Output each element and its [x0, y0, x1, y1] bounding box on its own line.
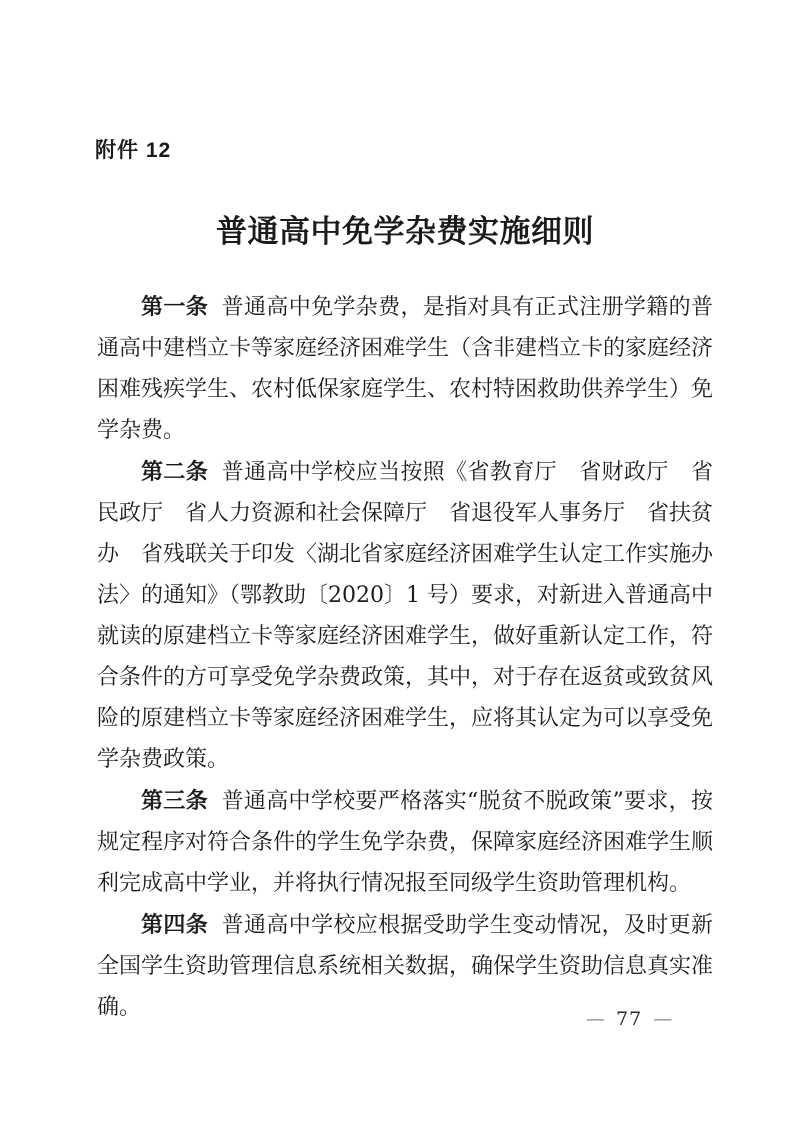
article-text: 普通高中学校要严格落实“脱贫不脱政策”要求，按规定程序对符合条件的学生免学杂费，保障家庭经济困难学生顺利完成高中学业，并将执行情况报至同级学生资助管理机构。	[97, 789, 714, 896]
article-label: 第三条	[141, 788, 208, 813]
article-label: 第一条	[141, 294, 209, 319]
article-text: 普通高中学校应根据受助学生变动情况，及时更新全国学生资助管理信息系统相关数据，确保学生资助信息真实准确。	[97, 913, 714, 1020]
page-footer	[586, 1008, 672, 1030]
document-body	[97, 286, 713, 1028]
attachment-label: 附件 12	[95, 139, 172, 162]
page-number-left-dash: —	[586, 1008, 605, 1030]
page-number-right-dash: —	[653, 1008, 673, 1030]
article-text: 普通高中学校应当按照《省教育厅 省财政厅 省民政厅 省人力资源和社会保障厅 省退役军人事务厅 省扶贫办 省残联关于印发〈湖北省家庭经济困难学生认定工作实施办法〉的通知》（鄂教助〔2020〕1 号）要求，对新进入普通高中就读的原建档立卡等家庭经济困难学生，做好重新认定工作，符合条件的方可享受免学杂费政策，其中，对于存在返贫或致贫风险的原建档立卡等家庭经济困难学生，应将其认定为可以享受免学杂费政策。	[97, 460, 714, 772]
article-paragraph	[97, 286, 713, 451]
article-label: 第四条	[141, 912, 209, 937]
article-text: 普通高中免学杂费，是指对具有正式注册学籍的普通高中建档立卡等家庭经济困难学生（含非建档立卡的家庭经济困难残疾学生、农村低保家庭学生、农村特困救助供养学生）免学杂费。	[97, 295, 714, 443]
document-title: 普通高中免学杂费实施细则	[216, 214, 594, 250]
article-paragraph	[97, 780, 713, 904]
article-label: 第二条	[141, 459, 209, 484]
article-paragraph	[97, 451, 713, 780]
page-number: 77	[616, 1008, 643, 1030]
